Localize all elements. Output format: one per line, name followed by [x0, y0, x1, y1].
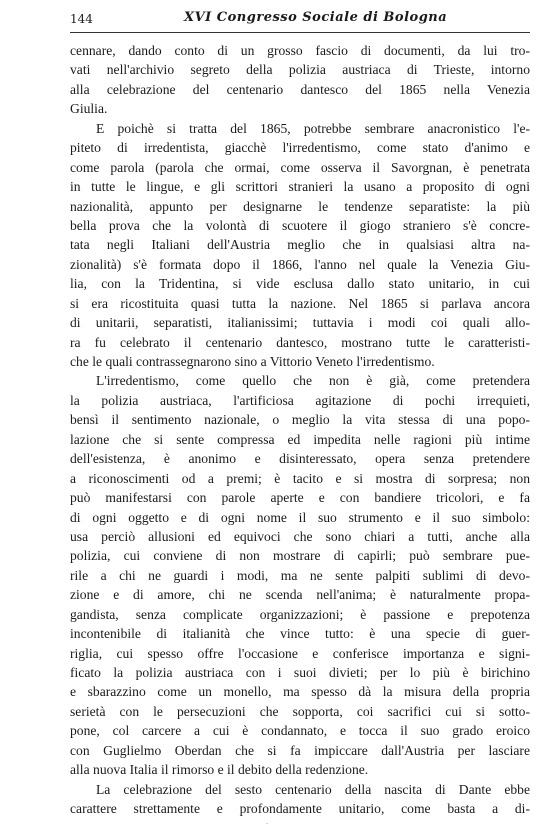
text-line: a riconoscimenti od a premi; è tacito e si mostra di sorpresa; non [70, 470, 530, 486]
text-line: in tutte le lingue, e gli scrittori stranieri la usano a proposito di ogni [70, 179, 530, 195]
text-line: gandista, senza complicate organizzazioni; è passione e prepotenza [70, 606, 530, 622]
page-number: 144 [70, 12, 93, 26]
text-line: Giulia. [70, 101, 108, 117]
text-line: come parola (parola che ormai, come osserva il Savorgnan, è penetrata [70, 159, 530, 175]
text-line: alla nuova Italia il rimorso e il debito della redenzione. [70, 762, 369, 778]
text-line: e sbarazzino come un monello, ma spesso dà la misura della propria [70, 684, 530, 700]
running-title: XVI Congresso Sociale di Bologna [184, 10, 448, 25]
text-line: L'irredentismo, come quello che non è già, come pretendera [96, 373, 530, 389]
text-line: alla celebrazione del centenario dantesco del 1865 nella Venezia [70, 81, 530, 97]
text-line: bella prova che la volontà di scuotere il giogo straniero s'è concre- [70, 217, 530, 233]
text-line: di unitarii, separatisti, italianissimi; tuttavia i modi coi quali allo- [70, 315, 530, 331]
text-line: nazionalità, appunto per designarne le tendenze separatiste: la più [70, 198, 530, 214]
text-line: lazione che si sente compressa ed impedita nelle ragioni più intime [70, 431, 530, 447]
text-line: bensì il sentimento nazionale, o meglio la vita stessa di una popo- [70, 412, 530, 428]
text-line: che le quali contrassegnarono sino a Vittorio Veneto l'irredentismo. [70, 354, 435, 369]
text-line: cennare, dando conto di un grosso fascio di documenti, da lui tro- [70, 43, 530, 58]
text-line: può manifestarsi con parole aperte e con bandiere tricolori, e fa [70, 490, 530, 506]
text-line: di ogni oggetto e di ogni nome il suo strumento e il suo simbolo: [70, 509, 530, 525]
text-line: piteto di irredentista, giacchè l'irredentismo, come stato d'animo e [70, 140, 530, 156]
text-line: carattere strettamente e profondamente unitario, come basta a di- [70, 801, 530, 817]
body-text [70, 41, 530, 819]
text-line: tata negli Italiani dell'Austria meglio che in qualsiasi altra na- [70, 237, 530, 253]
text-line: con Guglielmo Oberdan che si fa impiccare dall'Austria per lasciare [70, 742, 530, 758]
text-line: ficato la polizia austriaca con i suoi divieti; per lo più è birichino [70, 665, 530, 680]
text-line: usa perciò allusioni ed equivoci che sono chiari a tutti, anche alla [70, 528, 530, 544]
text-line: serietà con le persecuzioni che sopporta, coi sacrifici cui si sotto- [70, 703, 530, 719]
text-line: incontenibile di italianità che vince tutto: è una specie di guer- [70, 626, 530, 642]
text-line: dell'esistenza, è anonimo e disinteressato, opera senza pretendere [70, 451, 530, 467]
text-line: La celebrazione del sesto centenario della nascita di Dante ebbe [96, 781, 530, 797]
text-line: zionalità) s'è formata dopo il 1866, l'anno nel quale la Venezia Giu- [70, 256, 530, 272]
text-line: ra fu celebrato il centenario dantesco, mostrano tutte le caratteristi- [70, 334, 530, 350]
text-line: E poichè si tratta del 1865, potrebbe sembrare anacronistico l'e- [96, 120, 530, 136]
text-line: rile a chi ne guardi i modi, ma ne sente palpiti sublimi di devo- [70, 567, 530, 583]
footer-mark: · [266, 820, 269, 828]
text-line: la polizia austriaca, l'artificiosa agitazione di pochi irrequieti, [70, 392, 530, 408]
page-header [70, 10, 530, 33]
text-line: vati nell'archivio segreto della polizia austriaca di Trieste, intorno [70, 62, 530, 78]
text-line: riglia, cui spesso offre l'occasione e conferisce importanza e signi- [70, 645, 530, 661]
text-line: polizia, cui conviene di non mostrare di capirli; può sembrare pue- [70, 548, 530, 564]
text-line: si era ricostituita quasi tutta la nazione. Nel 1865 si parlava ancora [70, 295, 530, 311]
text-line: zione e di amore, chi ne scenda nell'anima; è naturalmente propa- [70, 587, 530, 603]
text-line: pone, col carcere a cui è condannato, e tocca il suo grado eroico [70, 723, 530, 739]
text-line: lia, con la Tridentina, si vide esclusa dallo stato unitario, in cui [70, 276, 530, 292]
